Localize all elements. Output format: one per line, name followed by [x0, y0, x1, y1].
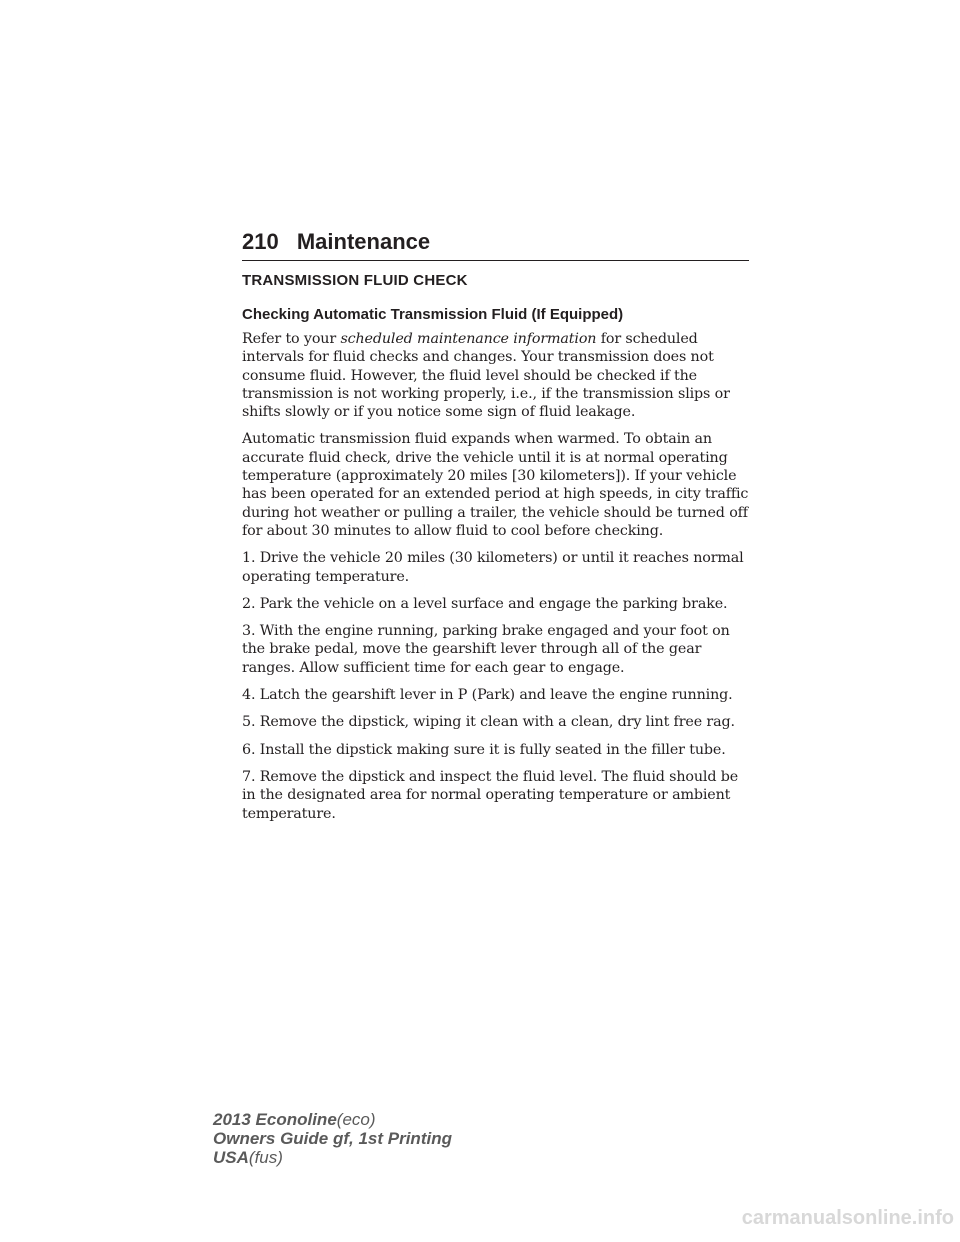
footer-model: 2013 Econoline [213, 1110, 337, 1129]
intro-prefix: Refer to your [242, 331, 337, 347]
footer-guide-info: Owners Guide gf, 1st Printing [213, 1129, 452, 1148]
step-4: 4. Latch the gearshift lever in P (Park) and leave the engine running. [242, 687, 733, 704]
print-footer [213, 1110, 452, 1167]
step-3: 3. With the engine running, parking brake engaged and your foot on the brake pedal, move the gearshift lever through all of the gear ranges. Allow sufficient time for each gear to engage. [242, 623, 730, 676]
page-number: 210 [242, 229, 279, 254]
footer-market: USA [213, 1148, 249, 1167]
warmup-paragraph: Automatic transmission fluid expands when warmed. To obtain an accurate fluid check, drive the vehicle until it is at normal operating temperature (approximately 20 miles [30 kilometers]). If your vehicle has been operated for an extended period at high speeds, in city traffic during hot weather or pulling a trailer, the vehicle should be turned off for about 30 minutes to allow fluid to cool before checking. [242, 431, 749, 539]
page-header [242, 228, 749, 261]
footer-model-code: (eco) [336, 1110, 376, 1129]
step-2: 2. Park the vehicle on a level surface and engage the parking brake. [242, 595, 728, 612]
step-6: 6. Install the dipstick making sure it is fully seated in the filler tube. [242, 741, 726, 758]
page-content [242, 268, 752, 823]
intro-paragraph [242, 330, 752, 421]
footer-line-1 [213, 1110, 452, 1129]
heading-transmission-fluid-check: TRANSMISSION FLUID CHECK [242, 272, 468, 289]
heading-checking-automatic-transmission-fluid: Checking Automatic Transmission Fluid (If Equipped) [242, 306, 624, 323]
footer-line-3 [213, 1148, 452, 1167]
intro-suffix: for scheduled intervals for fluid checks and changes. Your transmission does not consume fluid. However, the fluid level should be checked if the transmission is not working properly, i.e., if the transmission slips or shifts slowly or if you notice some sign of fluid leakage. [242, 331, 730, 421]
intro-italic-reference: scheduled maintenance information [340, 331, 597, 347]
step-7: 7. Remove the dipstick and inspect the fluid level. The fluid should be in the designated area for normal operating temperature or ambient temperature. [242, 768, 739, 822]
section-title: Maintenance [296, 229, 431, 254]
footer-market-code: (fus) [248, 1148, 283, 1167]
footer-line-2 [213, 1129, 452, 1148]
step-1: 1. Drive the vehicle 20 miles (30 kilometers) or until it reaches normal operating temperature. [242, 550, 744, 585]
step-5: 5. Remove the dipstick, wiping it clean with a clean, dry lint free rag. [242, 714, 735, 731]
watermark-text: carmanualsonline.info [741, 1207, 954, 1229]
